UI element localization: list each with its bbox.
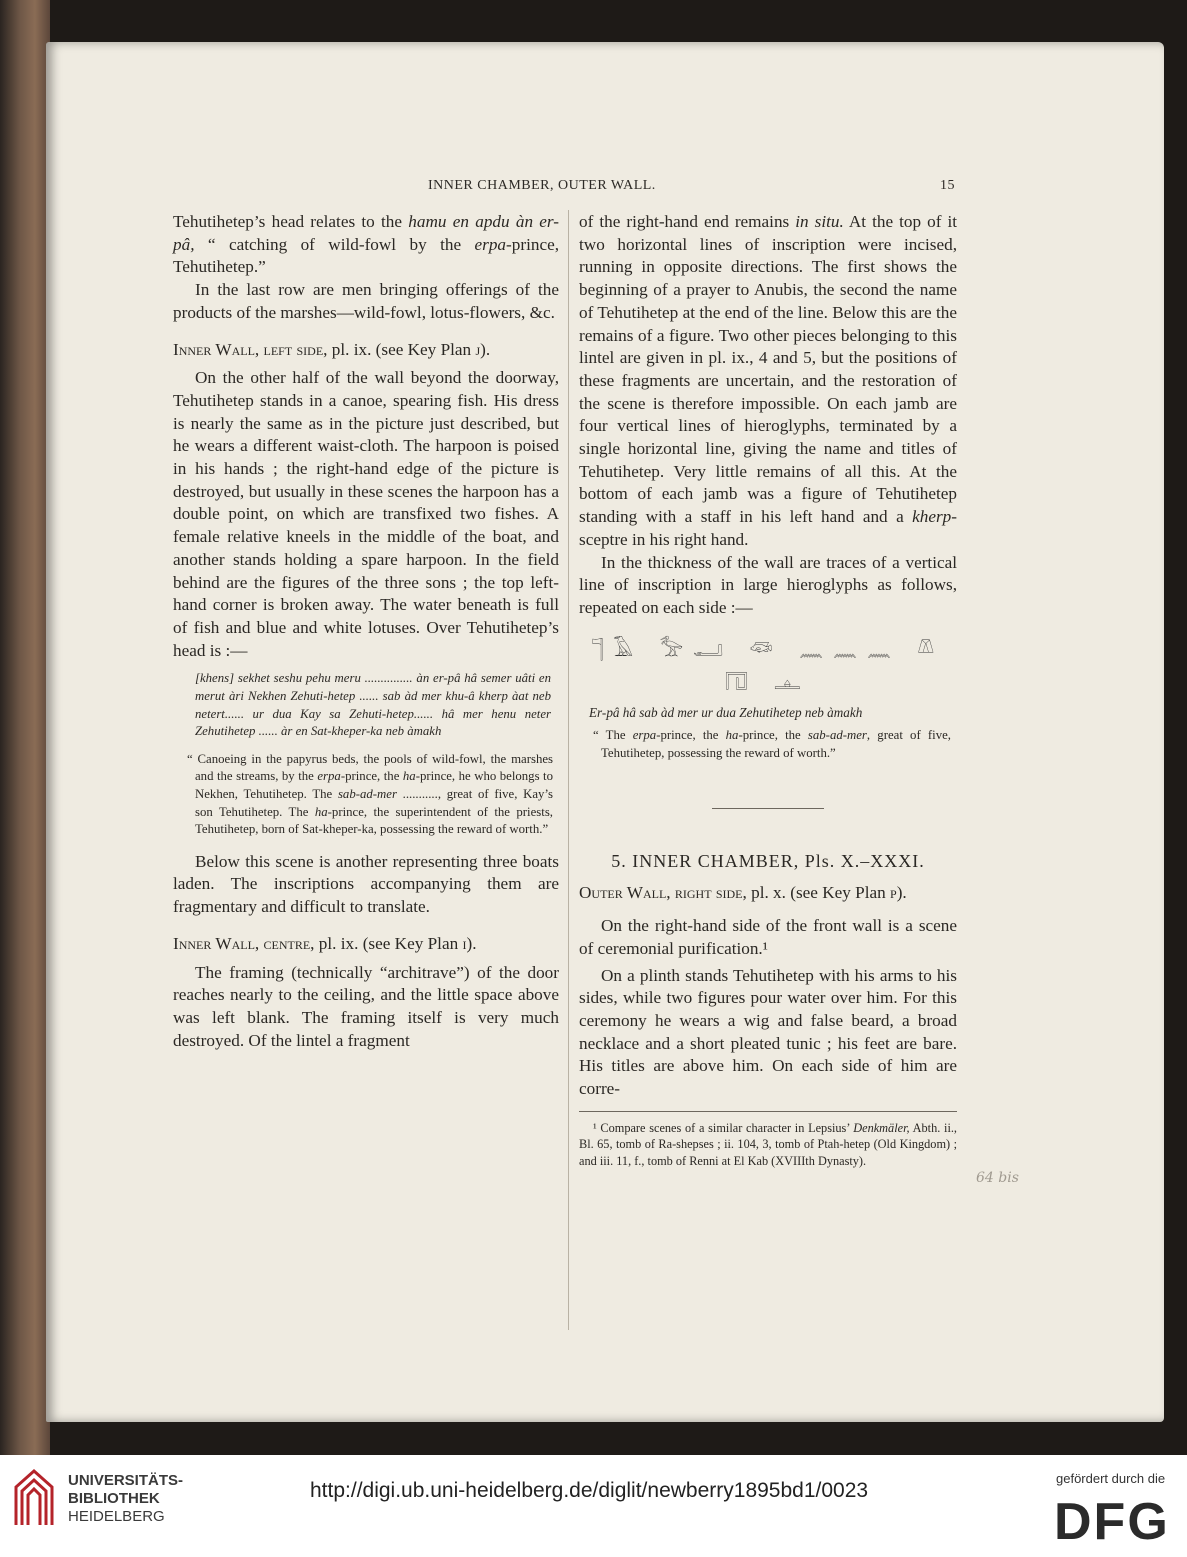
library-name-line1: UNIVERSITÄTS- bbox=[68, 1472, 184, 1489]
footnote-rule bbox=[579, 1111, 957, 1112]
library-name-line3: HEIDELBERG bbox=[68, 1508, 165, 1525]
translation-block: “ Canoeing in the papyrus beds, the pools of wild-fowl, the marshes and the streams, by the erpa-prince, the ha-prince, he who belongs to Nekhen, Tehutihetep. The sab-ad-mer ..........., great of five, Kay’s son Tehutihetep. The ha-prince, the superintendent of the priests, Tehutihetep, born of Sat-kheper-ka, possessing the reward of worth.” bbox=[187, 751, 554, 837]
section-heading: 5. INNER CHAMBER, Pls. X.–XXXI. bbox=[611, 851, 925, 872]
footnote: ¹ Compare scenes of a similar character in Lepsius’ Denkmäler, Abth. ii., Bl. 65, tomb of Ra-shepses ; ii. 104, 3, tomb of Ptah-hetep (Old Kingdom) ; and iii. 11, f., tomb of Renni at El Kab (XVIIIth Dynasty). bbox=[579, 1120, 958, 1168]
funding-note: gefördert durch die bbox=[1056, 1471, 1166, 1486]
pencil-annotation: 64 bis bbox=[976, 1170, 1019, 1186]
paragraph: Below this scene is another representing three boats laden. The inscriptions accompanying them are fragmentary and difficult to translate. bbox=[173, 851, 559, 917]
university-logo-icon bbox=[12, 1467, 56, 1529]
dfg-logo: DFG bbox=[1054, 1493, 1170, 1551]
paragraph: In the thickness of the wall are traces of a vertical line of inscription in large hieroglyphs as follows, repeated on each side :— bbox=[579, 552, 957, 617]
section-subheading: Inner Wall, left side, pl. ix. (see Key Plan j). bbox=[173, 339, 491, 359]
book-spine bbox=[0, 0, 50, 1455]
viewer-footer bbox=[0, 1455, 1187, 1557]
page-number: 15 bbox=[940, 178, 955, 193]
paragraph: In the last row are men bringing offerings of the products of the marshes—wild-fowl, lotus-flowers, &c. bbox=[173, 280, 559, 322]
translation-block: “ The erpa-prince, the ha-prince, the sab-ad-mer, great of five, Tehutihetep, possessing the reward of worth.” bbox=[593, 728, 952, 760]
paragraph: Tehutihetep’s head relates to the hamu en apdu àn er-pâ, “ catching of wild-fowl by the erpa-prince, Tehutihetep.” bbox=[173, 212, 559, 277]
section-separator bbox=[712, 808, 824, 809]
hieroglyph-line: 𓊹𓄿 𓅡𓂝 𓆛 𓈖𓈖𓈖 𓌨 𓉔 𓊵 bbox=[591, 636, 945, 694]
paragraph: On the other half of the wall beyond the doorway, Tehutihetep stands in a canoe, spearing fish. His dress is nearly the same as in the picture just described, but he wears a different waist-cloth. The harpoon is poised in his hands ; the right-hand edge of the picture is destroyed, but usually in these scenes the harpoon has a double point, on which are transfixed two fishes. A female relative kneels in the middle of the boat, and another stands holding a spare harpoon. In the field behind are the figures of the three sons ; the top left-hand corner is broken away. The water beneath is full of fish and blue and white lotuses. Over Tehutihetep’s head is :— bbox=[173, 368, 559, 660]
section-subheading: Outer Wall, right side, pl. x. (see Key Plan p). bbox=[579, 883, 907, 903]
transliteration-block: [khens] sekhet seshu pehu meru ............... àn er-pâ hâ semer uâti en merut àri Nekhen Zehuti-hetep ...... sab àd mer khu-â kherp àat neb netert...... ur dua Kay sa Zehuti-hetep...... hâ mer henu neter Zehutihetep ...... àr en Sat-kheper-ka neb àmakh bbox=[195, 671, 551, 739]
column-divider bbox=[568, 210, 569, 1330]
library-name-line2: BIBLIOTHEK bbox=[68, 1490, 160, 1507]
paragraph: of the right-hand end remains in situ. At the top of it two horizontal lines of inscription were incised, running in opposite directions. The first shows the beginning of a prayer to Anubis, the second the name of Tehutihetep at the end of the line. Below this are the remains of a figure. Two other pieces belonging to this lintel are given in pl. ix., 4 and 5, but the positions of these fragments are uncertain, and the restoration of the scene is therefore impossible. On each jamb are four vertical lines of hieroglyphs, terminated by a single horizontal line, giving the name and titles of Tehutihetep. Very little remains of all this. At the bottom of each jamb was a figure of Tehutihetep standing with a staff in his left hand and a kherp-sceptre in his right hand. bbox=[579, 212, 957, 549]
transliteration-line: Er-pâ hâ sab àd mer ur dua Zehutihetep neb àmakh bbox=[589, 704, 863, 720]
paragraph: The framing (technically “architrave”) of the door reaches nearly to the ceiling, and the little space above was left blank. The framing itself is very much destroyed. Of the lintel a fragment bbox=[173, 962, 559, 1050]
left-column bbox=[173, 211, 559, 1052]
paragraph: On a plinth stands Tehutihetep with his arms to his sides, while two figures pour water over him. For this ceremony he wears a wig and false beard, a broad necklace and a short pleated tunic ; his feet are bare. His titles are above him. On each side of him are corre- bbox=[579, 965, 957, 1099]
permalink-url[interactable]: http://digi.ub.uni-heidelberg.de/diglit/newberry1895bd1/0023 bbox=[310, 1479, 869, 1502]
section-subheading: Inner Wall, centre, pl. ix. (see Key Plan i). bbox=[173, 933, 477, 953]
running-head-title: INNER CHAMBER, OUTER WALL. bbox=[428, 178, 656, 193]
right-column bbox=[579, 211, 957, 1169]
paragraph: On the right-hand side of the front wall is a scene of ceremonial purification.¹ bbox=[579, 916, 957, 958]
